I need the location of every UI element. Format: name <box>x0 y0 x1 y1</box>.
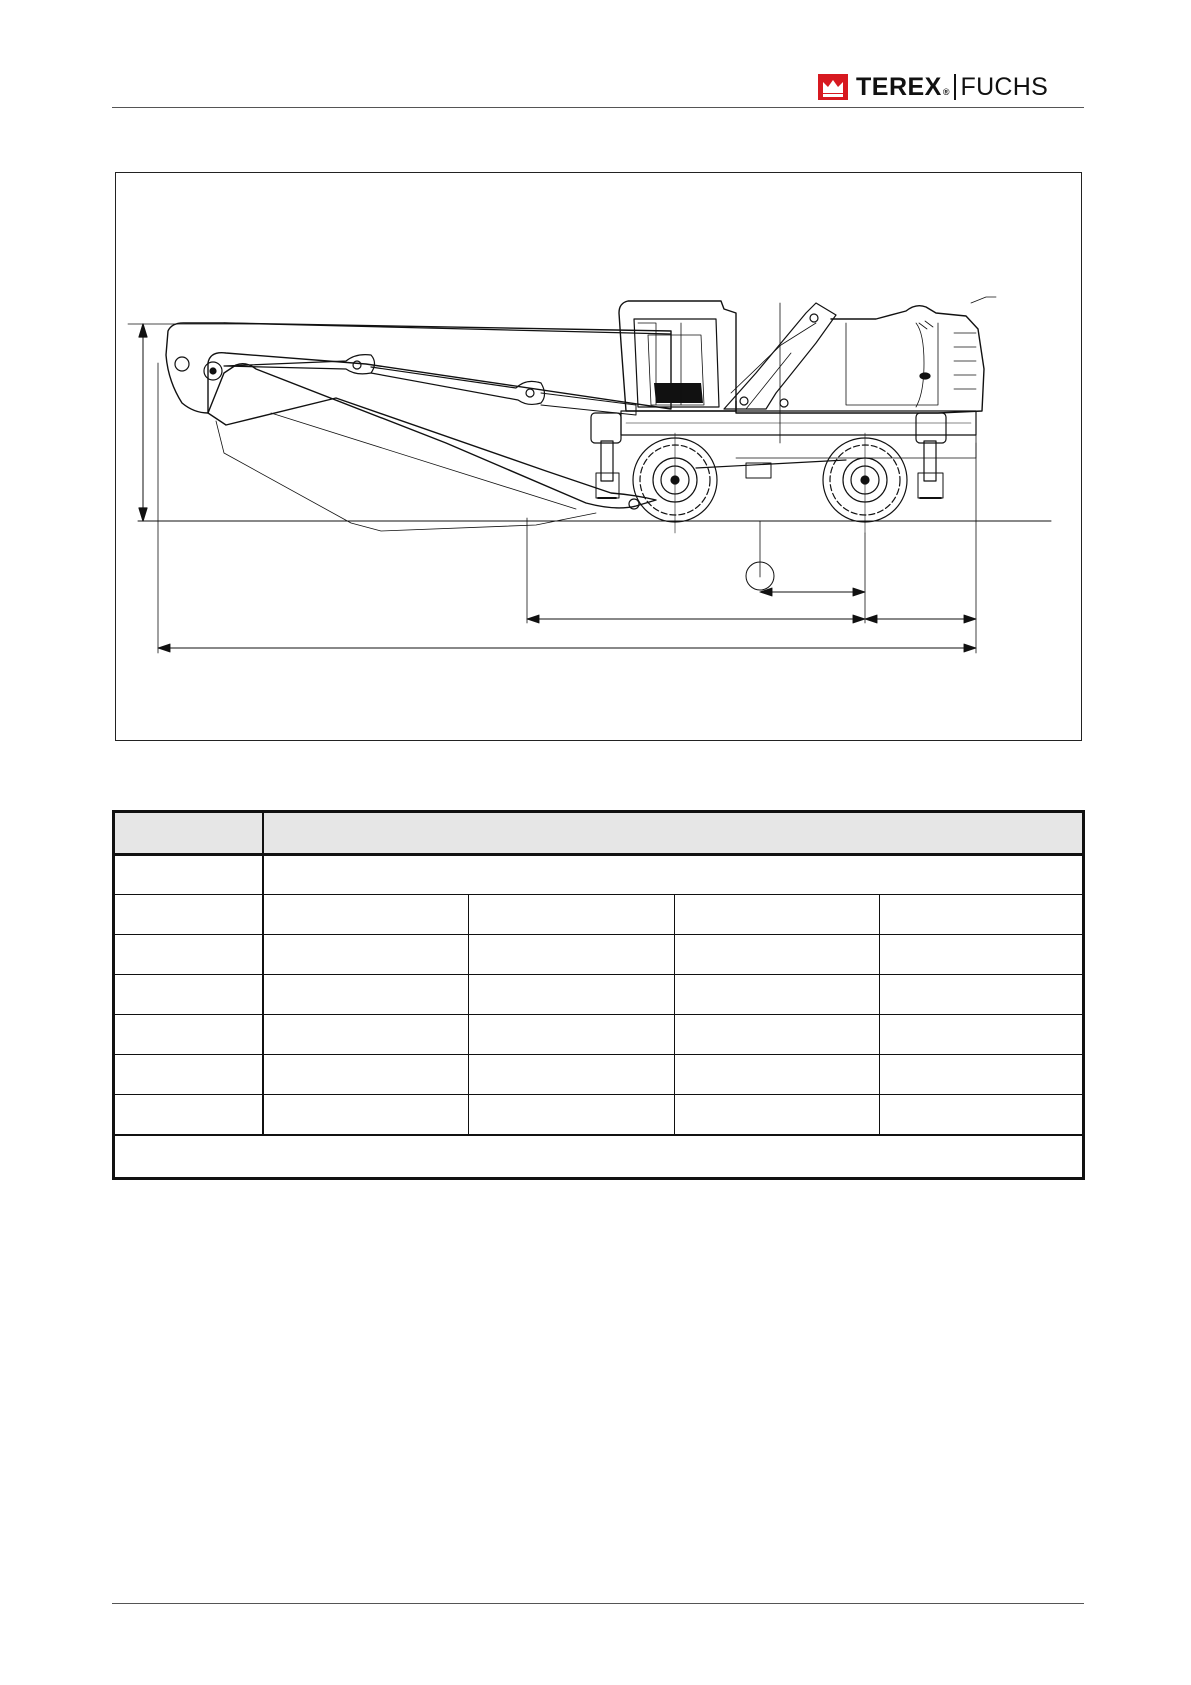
dimension-overall-length <box>158 644 976 652</box>
table-header-cell <box>263 812 1084 855</box>
table-cell <box>880 895 1084 935</box>
table-cell <box>674 1095 880 1136</box>
table-cell <box>114 895 263 935</box>
table-cell <box>674 895 880 935</box>
table-cell <box>880 935 1084 975</box>
table-cell <box>263 895 469 935</box>
table-cell <box>880 1055 1084 1095</box>
cab-elevating-linkage <box>724 303 836 443</box>
hydraulic-cylinder <box>224 355 636 415</box>
table-cell <box>674 935 880 975</box>
table-row <box>114 935 1084 975</box>
height-dimension <box>128 324 266 521</box>
crown-logo-icon <box>818 74 848 100</box>
rear-outrigger <box>916 413 946 498</box>
table-header-row <box>114 812 1084 855</box>
table-cell <box>114 1015 263 1055</box>
table-cell <box>469 895 675 935</box>
table-cell <box>114 1055 263 1095</box>
table-cell <box>114 935 263 975</box>
table-row <box>114 1055 1084 1095</box>
table-row <box>114 975 1084 1015</box>
table-cell <box>880 1015 1084 1055</box>
boom-pin <box>175 357 189 371</box>
table-row <box>114 1095 1084 1136</box>
table-row <box>114 1015 1084 1055</box>
boom-pin-center <box>210 368 216 374</box>
table-cell <box>263 935 469 975</box>
brand-terex: TEREX <box>856 73 942 101</box>
material-handler-side-view-drawing <box>116 173 1083 742</box>
table-cell <box>469 1095 675 1136</box>
table-band-row <box>114 855 1084 895</box>
registered-mark: ® <box>942 87 950 97</box>
table-row <box>114 895 1084 935</box>
table-footnote <box>114 1135 1084 1179</box>
table-cell <box>469 1055 675 1095</box>
brand-fuchs: FUCHS <box>960 73 1049 101</box>
dimensions-table <box>112 810 1085 1180</box>
footer-rule <box>112 1603 1084 1604</box>
stick-arm <box>208 364 656 531</box>
table-footer-row <box>114 1135 1084 1179</box>
table-cell <box>263 975 469 1015</box>
table-cell <box>674 1055 880 1095</box>
front-outrigger <box>591 413 621 498</box>
table-cell <box>880 975 1084 1015</box>
table-cell <box>263 1055 469 1095</box>
table-cell <box>469 1015 675 1055</box>
table-cell <box>263 855 1084 895</box>
table-cell <box>263 1095 469 1136</box>
dimension-centre-to-rear-axle <box>760 588 865 596</box>
header-rule <box>112 107 1084 108</box>
table-cell <box>114 1095 263 1136</box>
table-cell <box>114 975 263 1015</box>
dimension-rear-overhang <box>865 615 976 623</box>
table-cell <box>263 1015 469 1055</box>
table-cell <box>674 1015 880 1055</box>
logo-separator <box>954 74 956 100</box>
terex-fuchs-logo <box>818 72 1048 102</box>
operator-cab <box>619 301 736 411</box>
table-cell <box>674 975 880 1015</box>
rear-wheel <box>823 433 907 533</box>
front-wheel <box>633 433 717 533</box>
table-cell <box>469 935 675 975</box>
table-cell <box>880 1095 1084 1136</box>
table-cell <box>114 855 263 895</box>
dimension-tip-to-rear-axle <box>527 615 865 623</box>
table-header-cell <box>114 812 263 855</box>
table-cell <box>469 975 675 1015</box>
machine-drawing-frame <box>115 172 1082 741</box>
